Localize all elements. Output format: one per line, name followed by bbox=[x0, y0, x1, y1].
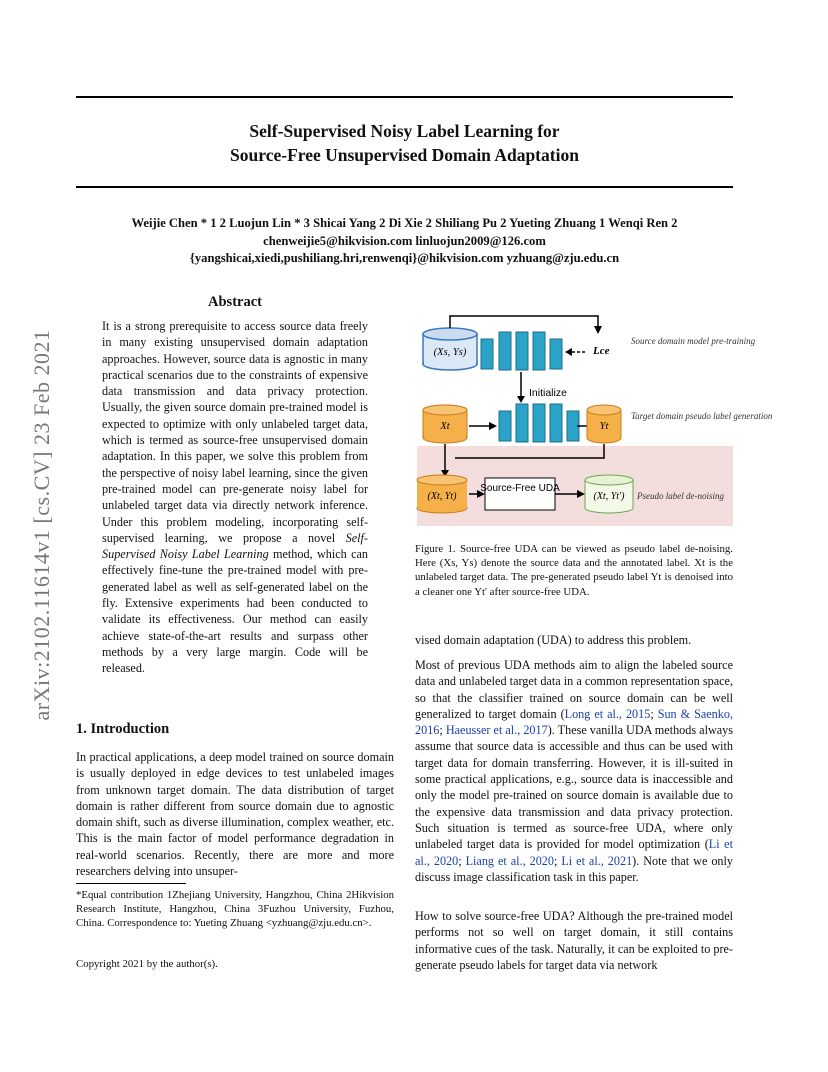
cite-separator: ; bbox=[439, 723, 446, 738]
citation-li-2020[interactable]: Li et al., 2020 bbox=[415, 837, 733, 868]
denoise-label: Pseudo label de-noising bbox=[637, 491, 724, 501]
right-paragraph-2: How to solve source-free UDA? Although the pre-trained model performs not so well on target domain, it still contains informative cues of the task. Naturally, it can be exploited to pre-generate pseudo labels for target data via network bbox=[415, 909, 733, 972]
citation-haeusser-2017[interactable]: Haeusser et al., 2017 bbox=[445, 723, 548, 738]
top-arrowhead bbox=[594, 326, 602, 334]
author-list: Weijie Chen * 1 2 Luojun Lin * 3 Shicai Yang 2 Di Xie 2 Shiliang Pu 2 Yueting Zhuang 1 Wenqi Ren 2 bbox=[131, 216, 678, 230]
network-top bbox=[481, 332, 562, 370]
target-x-cylinder bbox=[423, 405, 467, 443]
paper-title-line1: Self-Supervised Noisy Label Learning for bbox=[249, 121, 560, 141]
author-emails-2: {yangshicai,xiedi,pushiliang.hri,renwenqi}@hikvision.com yzhuang@zju.edu.cn bbox=[189, 251, 620, 265]
pair-out-label: (Xt, Yt') bbox=[593, 491, 625, 502]
intro-paragraph-1: In practical applications, a deep model trained on source domain is usually deployed in edge devices to test unlabeled images from unknown target domain. The data distribution of target domain is rather different from source domain due to agnostic domain shift, such as diverse illumination, complex weather, etc. This is the main factor of model performance degradation in real-world scenarios. Recently, there are more and more researchers delving into unsuper- bbox=[76, 750, 394, 879]
section-heading-introduction: 1. Introduction bbox=[76, 721, 170, 737]
citation-liang-2020[interactable]: Liang et al., 2020 bbox=[465, 853, 554, 868]
title-rule-top bbox=[76, 96, 733, 98]
abstract-text-a: It is a strong prerequisite to access source data freely in many existing unsupervised domain adaptation approaches. However, source data is agnostic in many practical scenarios due to the constraints of expensive data transmission and data privacy protection. Usually, the given source domain pre-trained model is expected to optimize with only unlabeled target data, which is termed as source-free unsupervised domain adaptation. In this paper, we solve this problem from the perspective of noisy label learning, since the given pre-trained model can pre-generate noisy label for unlabeled target data via directly network inference. Under this problem modeling, incorporating self-supervised learning, we propose a novel bbox=[102, 319, 368, 545]
para1-text-a: Most of previous UDA methods aim to align the labeled source data and unlabeled target data in a common representation space, so that the classifier trained on source domain can be well generalized to target domain ( bbox=[415, 658, 733, 721]
source-data-cylinder bbox=[423, 328, 477, 370]
right-paragraph-1 bbox=[415, 657, 733, 885]
citation-sun-2016[interactable]: Sun & Saenko, 2016 bbox=[415, 706, 733, 738]
abstract-heading: Abstract bbox=[208, 294, 262, 310]
author-emails-1: chenweijie5@hikvision.com linluojun2009@126.com bbox=[263, 234, 546, 248]
target-x-label: Xt bbox=[440, 421, 450, 432]
cite-separator: ; bbox=[554, 853, 562, 868]
target-domain-label: Target domain pseudo label generation bbox=[631, 411, 773, 421]
abstract-text-b: method, which can effectively fine-tune the pre-trained model with pre-generated label as well as self-generated label on the fly. Extensive experiments had been conducted to validate its effectiveness. Our method can easily achieve state-of-the-art results and surpass other methods by a very large margin. Code will be released. bbox=[102, 547, 368, 676]
copyright: Copyright 2021 by the author(s). bbox=[76, 958, 218, 970]
cite-separator: ; bbox=[650, 706, 658, 721]
loss-label: Lce bbox=[593, 345, 610, 357]
abstract-body bbox=[102, 318, 368, 677]
pair-out-cylinder bbox=[585, 475, 633, 513]
sfuda-label: Source-Free UDA bbox=[480, 483, 560, 494]
network-middle bbox=[499, 404, 579, 442]
citation-li-2021[interactable]: Li et al., 2021 bbox=[561, 853, 633, 868]
source-data-label: (Xs, Ys) bbox=[433, 347, 467, 358]
source-domain-label: Source domain model pre-training bbox=[631, 336, 756, 346]
paper-title-line2: Source-Free Unsupervised Domain Adaptation bbox=[230, 145, 579, 165]
right-paragraph-0: vised domain adaptation (UDA) to address this problem. bbox=[415, 633, 692, 647]
para1-text-b: ). These vanilla UDA methods always assume that source data is accessible and thus can be used with target data for domain transferring. However, it is ill-suited in some practical applications, e.g., source data is inaccessible and only the model pre-trained on source domain is available due to the expensive data transmission and data privacy protection. Such situation is termed as source-free UDA, where only unlabeled target data is provided for model optimization ( bbox=[415, 723, 734, 852]
title-rule-bottom bbox=[76, 186, 733, 188]
figure-1-diagram bbox=[415, 306, 773, 528]
cite-separator: ; bbox=[458, 853, 466, 868]
target-y-cylinder bbox=[587, 405, 621, 443]
pair-in-cylinder bbox=[417, 475, 467, 513]
method-name: Self-Supervised Noisy Label Learning bbox=[102, 530, 368, 562]
footnote: *Equal contribution 1Zhejiang University, Hangzhou, China 2Hikvision Research Institute, Hangzhou, China 3Fuzhou University, Fuzhou, China. Correspondence to: Yueting Zhuang <yzhuang@zju.edu.cn>. bbox=[76, 889, 394, 929]
citation-long-2015[interactable]: Long et al., 2015 bbox=[564, 706, 651, 721]
footnote-separator bbox=[76, 883, 186, 884]
target-y-label: Yt bbox=[599, 421, 609, 432]
top-arrow-line bbox=[450, 316, 598, 328]
pair-in-label: (Xt, Yt) bbox=[427, 491, 457, 502]
arxiv-sidebar-stamp bbox=[22, 290, 62, 760]
para1-text-c: ). Note that we only discuss image classification task in this paper. bbox=[415, 853, 734, 884]
initialize-label: Initialize bbox=[529, 387, 567, 399]
arxiv-id: arXiv:2102.11614v1 [cs.CV] 23 Feb 2021 bbox=[29, 329, 54, 721]
figure-1-caption: Figure 1. Source-free UDA can be viewed as pseudo label de-noising. Here (Xs, Ys) denote the source data and the annotated label. Xt is the unlabeled target data. The pre-generated pseudo label Yt is denoised into a cleaner one Yt' after source-free UDA. bbox=[415, 543, 733, 598]
